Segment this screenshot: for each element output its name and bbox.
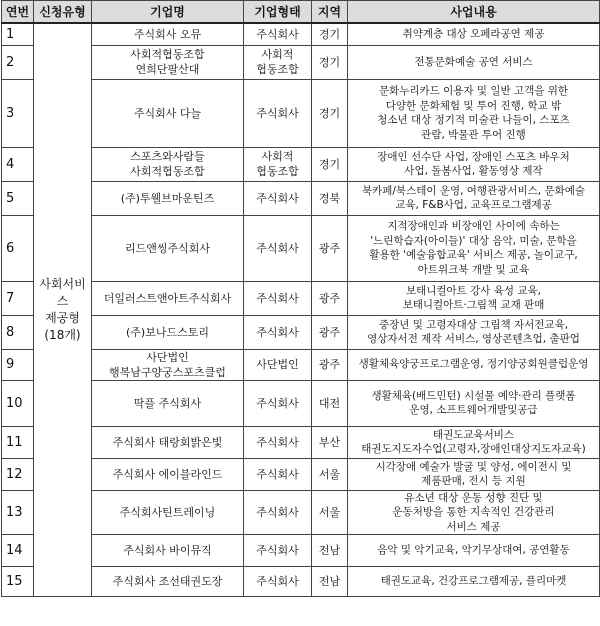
- row-number: 4: [2, 147, 34, 181]
- header-region: 지역: [312, 1, 348, 24]
- table-row: [2, 567, 600, 597]
- company-form-line: 협동조합: [256, 165, 299, 178]
- region: 부산: [312, 426, 348, 458]
- company-form: [244, 380, 312, 426]
- row-number: 6: [2, 215, 34, 281]
- company-form: [244, 349, 312, 380]
- business-description: [348, 181, 600, 215]
- company-name: [92, 349, 244, 380]
- business-description-line: 생활체육양궁프로그램운영, 정기양궁회원클럽운영: [358, 358, 589, 371]
- business-description-line: 취약계층 대상 오페라공연 제공: [402, 28, 545, 40]
- table-row: [2, 45, 600, 79]
- business-description-line: 관람, 박물관 투어 진행: [421, 128, 526, 141]
- region: 서울: [312, 458, 348, 490]
- company-form-line: 사회적: [261, 150, 294, 163]
- company-name-line: 주식회사 태랑회밝은빛: [112, 435, 223, 449]
- business-description-line: 제품판매, 전시 등 지원: [421, 475, 526, 487]
- application-type-line: 사회서비스: [39, 277, 86, 308]
- company-name-line: (주)투웰브마운틴즈: [120, 191, 215, 205]
- business-description-line: 태권도교육서비스: [432, 428, 515, 441]
- table-row: [2, 380, 600, 426]
- region: 전남: [312, 567, 348, 597]
- company-name-line: 행복남구양궁스포츠클럽: [109, 365, 226, 379]
- business-description: [348, 23, 600, 45]
- business-description: [348, 380, 600, 426]
- business-description-line: 운동처방을 통한 지속적인 건강관리: [392, 506, 555, 518]
- business-description-line: 운영, 소프트웨어개발및공급: [409, 404, 538, 416]
- company-name-line: 사회적협동조합: [130, 165, 205, 178]
- business-description: [348, 349, 600, 380]
- table-row: [2, 215, 600, 281]
- business-description-line: 청소년 대상 정기적 미술관 나들이, 스포츠: [377, 114, 570, 126]
- company-form-line: 주식회사: [256, 325, 299, 339]
- table-header-row: [2, 1, 600, 24]
- company-name-line: 리드앤씽주식회사: [124, 241, 210, 255]
- region: 대전: [312, 380, 348, 426]
- company-form: [244, 490, 312, 535]
- company-name-line: 스포츠와사람들: [130, 150, 205, 163]
- header-desc: 사업내용: [348, 1, 600, 24]
- business-description: [348, 45, 600, 79]
- company-name: [92, 79, 244, 147]
- company-name-line: 사회적협동조합: [130, 48, 205, 61]
- business-description-line: 전통문화예술 공연 서비스: [414, 55, 533, 68]
- business-description-line: 교육, F&B사업, 교육프로그램제공: [395, 199, 552, 211]
- company-name-line: 연희단팔산대: [135, 63, 200, 76]
- company-name-line: 주식회사 오뮤: [133, 27, 202, 41]
- company-form-line: 주식회사: [256, 191, 299, 205]
- company-name: [92, 315, 244, 349]
- business-description-line: 태권도지도자수업(고령자,장애인대상지도자교육): [361, 443, 586, 455]
- company-form-line: 주식회사: [256, 241, 299, 255]
- company-name: [92, 45, 244, 79]
- company-form: [244, 458, 312, 490]
- company-name-line: 딱플 주식회사: [133, 396, 202, 410]
- company-name-line: 주식회사 바이뮤직: [123, 544, 212, 557]
- region: 전남: [312, 535, 348, 567]
- company-name: [92, 181, 244, 215]
- company-name-line: 주식회사 다늘: [133, 106, 202, 120]
- business-description-line: 중장년 및 고령자대상 그림책 자서전교육,: [378, 318, 569, 331]
- table-row: [2, 181, 600, 215]
- business-description-line: 태권도교육, 건강프로그램제공, 플리마켓: [380, 575, 567, 588]
- company-form-line: 주식회사: [256, 467, 299, 481]
- company-name: [92, 380, 244, 426]
- row-number: 3: [2, 79, 34, 147]
- company-form: [244, 567, 312, 597]
- company-form-line: 사단법인: [256, 358, 299, 371]
- table-row: [2, 349, 600, 380]
- row-number: 9: [2, 349, 34, 380]
- business-description: [348, 281, 600, 315]
- company-name: [92, 458, 244, 490]
- region: 광주: [312, 349, 348, 380]
- business-description-line: 아트위크북 개발 및 교육: [417, 263, 530, 276]
- company-name-line: 주식회사 에이블라인드: [112, 467, 223, 481]
- company-form: [244, 426, 312, 458]
- company-form-line: 주식회사: [256, 435, 299, 449]
- company-form-line: 주식회사: [256, 291, 299, 305]
- row-number: 15: [2, 567, 34, 597]
- company-form: [244, 79, 312, 147]
- company-form-line: 협동조합: [256, 63, 299, 76]
- company-form: [244, 45, 312, 79]
- company-form-line: 주식회사: [256, 396, 299, 410]
- business-description: [348, 567, 600, 597]
- company-name: [92, 23, 244, 45]
- row-number: 10: [2, 380, 34, 426]
- header-name: 기업명: [92, 1, 244, 24]
- business-description: [348, 426, 600, 458]
- row-number: 2: [2, 45, 34, 79]
- company-form: [244, 23, 312, 45]
- application-type-cell: [34, 23, 92, 597]
- business-description-line: 유소년 대상 운동 성향 진단 및: [404, 491, 543, 504]
- row-number: 14: [2, 535, 34, 567]
- business-description-line: 서비스 제공: [446, 520, 501, 533]
- company-name-line: 사단법인: [146, 350, 189, 364]
- region: 경기: [312, 147, 348, 181]
- company-form: [244, 315, 312, 349]
- table-row: [2, 458, 600, 490]
- company-form-line: 주식회사: [256, 27, 299, 41]
- region: 경기: [312, 45, 348, 79]
- company-form-line: 주식회사: [256, 106, 299, 120]
- company-name: [92, 567, 244, 597]
- region: 광주: [312, 215, 348, 281]
- business-description-line: 생활체육(배드민턴) 시설물 예약·관리 플랫폼: [371, 389, 576, 402]
- row-number: 1: [2, 23, 34, 45]
- business-description-line: 영상자서전 제작 서비스, 영상콘텐츠업, 출판업: [367, 333, 580, 345]
- application-type-line: (18개): [44, 328, 81, 342]
- business-description: [348, 458, 600, 490]
- company-name-line: 주식회사 조선태권도장: [112, 575, 223, 588]
- company-form: [244, 147, 312, 181]
- header-num: 연번: [2, 1, 34, 24]
- business-description: [348, 79, 600, 147]
- company-name: [92, 426, 244, 458]
- business-description-line: 사업, 돌봄사업, 활동영상 제작: [404, 165, 543, 177]
- table-row: [2, 147, 600, 181]
- company-form-line: 주식회사: [256, 544, 299, 557]
- application-type-line: 제공형: [45, 311, 80, 325]
- business-description-line: 장애인 선수단 사업, 장애인 스포츠 바우처: [377, 150, 570, 163]
- row-number: 12: [2, 458, 34, 490]
- table-row: [2, 281, 600, 315]
- business-description-line: 다양한 문화체험 및 투어 진행, 학교 밖: [385, 99, 562, 112]
- table-row: [2, 426, 600, 458]
- business-description: [348, 535, 600, 567]
- company-name-line: 더일러스트앤아트주식회사: [103, 291, 232, 305]
- row-number: 7: [2, 281, 34, 315]
- row-number: 11: [2, 426, 34, 458]
- business-description-line: 음악 및 악기교육, 악기무상대여, 공연활동: [377, 544, 570, 557]
- region: 광주: [312, 281, 348, 315]
- company-name: [92, 215, 244, 281]
- table-row: [2, 79, 600, 147]
- table-row: [2, 23, 600, 45]
- company-form-line: 주식회사: [256, 575, 299, 588]
- table-row: [2, 535, 600, 567]
- enterprise-table: [1, 0, 600, 597]
- company-form-line: 사회적: [261, 48, 294, 61]
- business-description-line: '느린학습자(아이들)' 대상 음악, 미술, 문학을: [370, 234, 577, 247]
- company-form: [244, 181, 312, 215]
- company-form: [244, 281, 312, 315]
- business-description-line: 보태니컬아트·그림책 교재 판매: [402, 299, 545, 311]
- company-form: [244, 215, 312, 281]
- row-number: 13: [2, 490, 34, 535]
- company-name: [92, 535, 244, 567]
- row-number: 8: [2, 315, 34, 349]
- business-description-line: 북카페/북스테이 운영, 여행관광서비스, 문화예술: [361, 184, 586, 197]
- region: 경북: [312, 181, 348, 215]
- business-description: [348, 490, 600, 535]
- business-description-line: 보태니컬아트 강사 육성 교육,: [405, 284, 542, 297]
- header-form: 기업형태: [244, 1, 312, 24]
- company-form: [244, 535, 312, 567]
- company-name-line: (주)보나드스토리: [126, 325, 209, 339]
- business-description-line: 시각장애 예술가 발굴 및 양성, 에이전시 및: [375, 460, 572, 473]
- company-name-line: 주식회사틴트레이닝: [119, 505, 216, 519]
- row-number: 5: [2, 181, 34, 215]
- business-description-line: 활용한 '예술융합교육' 서비스 제공, 놀이교구,: [369, 249, 578, 261]
- business-description-line: 지적장애인과 비장애인 사이에 속하는: [387, 220, 560, 232]
- region: 경기: [312, 23, 348, 45]
- company-form-line: 주식회사: [256, 505, 299, 519]
- table-row: [2, 315, 600, 349]
- company-name: [92, 490, 244, 535]
- business-description: [348, 315, 600, 349]
- company-name: [92, 281, 244, 315]
- header-type: 신청유형: [34, 1, 92, 24]
- business-description: [348, 147, 600, 181]
- table-row: [2, 490, 600, 535]
- business-description-line: 문화누리카드 이용자 및 일반 고객을 위한: [378, 85, 569, 97]
- region: 서울: [312, 490, 348, 535]
- region: 광주: [312, 315, 348, 349]
- region: 경기: [312, 79, 348, 147]
- business-description: [348, 215, 600, 281]
- company-name: [92, 147, 244, 181]
